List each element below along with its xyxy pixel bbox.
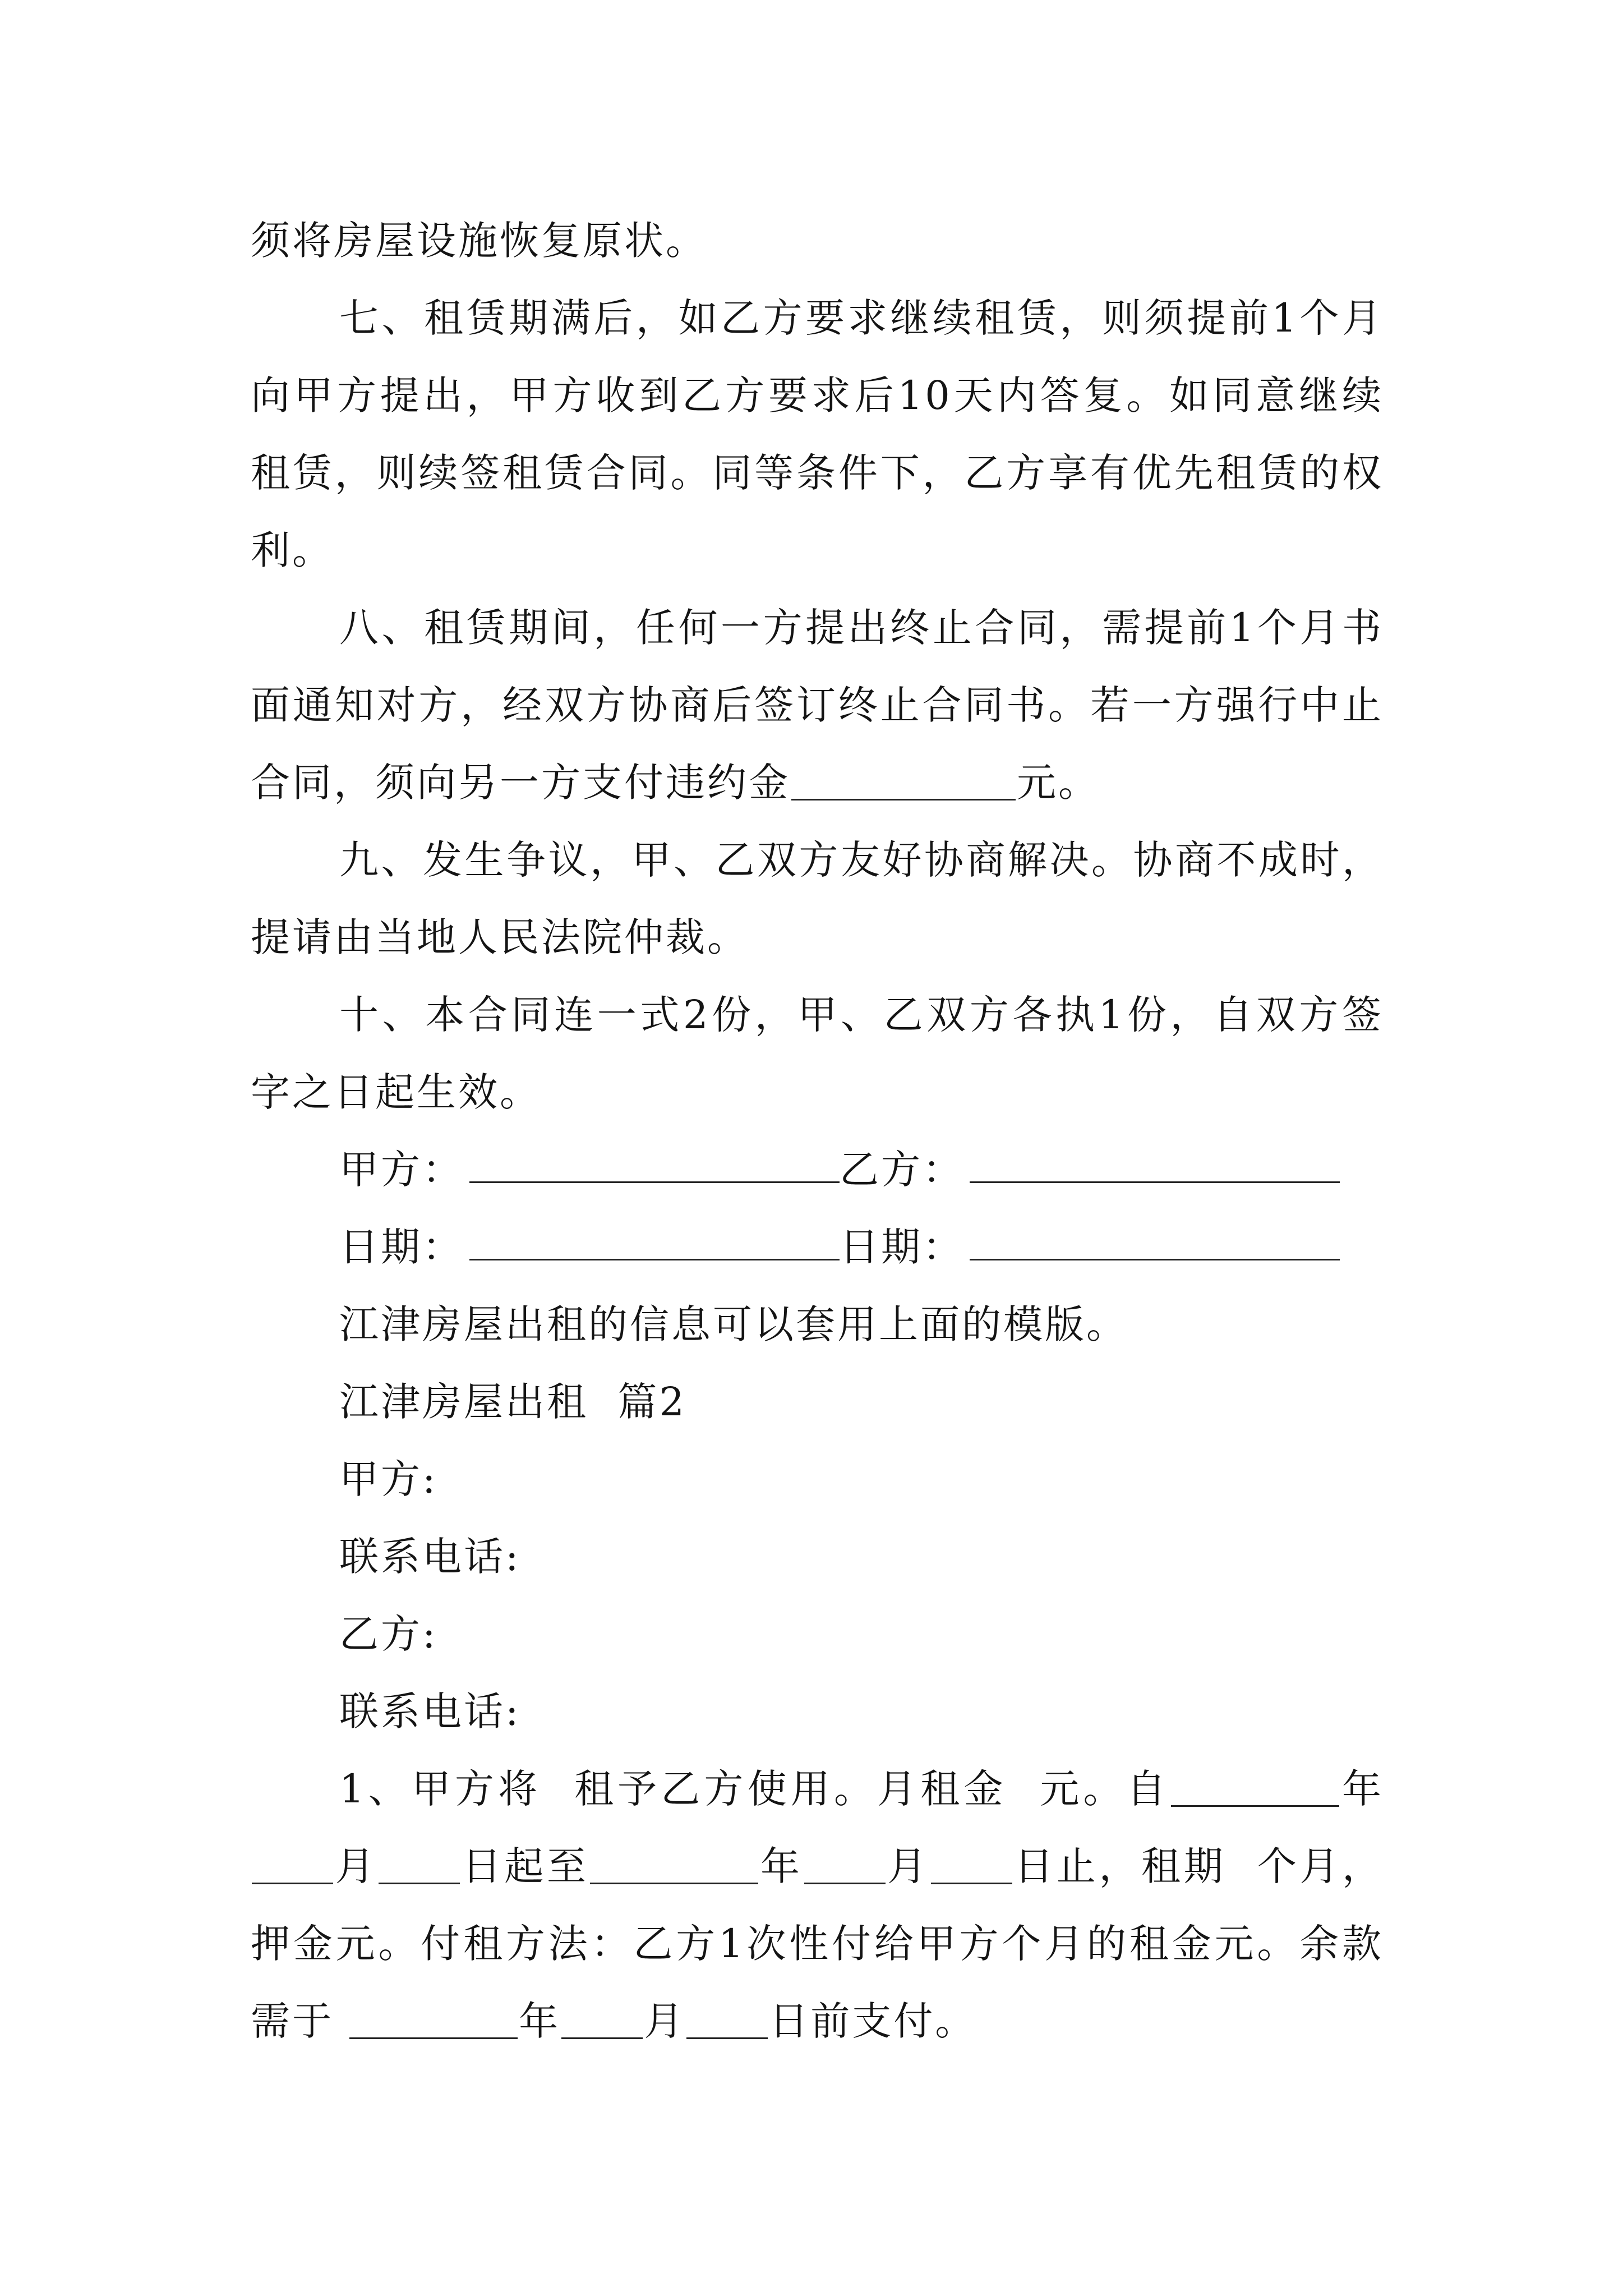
end-year-blank xyxy=(590,1846,758,1885)
party-a-label: 甲方： xyxy=(339,1147,464,1193)
section-2-party-a: 甲方: xyxy=(339,1456,438,1502)
clause-1-text-4: 日前支付。 xyxy=(769,1998,977,2044)
date-label-a: 日期： xyxy=(339,1224,464,1270)
clause-8-unit: 元。 xyxy=(1017,760,1100,806)
party-b-date xyxy=(840,1208,1340,1286)
clause-7: 七、租赁期满后，如乙方要求继续租赁，则须提前1个月向甲方提出，甲方收到乙方要求后10天内答复。如同意继续租赁，则续签租赁合同。同等条件下，乙方享有优先租赁的权利。 xyxy=(251,295,1384,573)
section-2-phone-a: 联系电话: xyxy=(339,1534,521,1580)
start-day-blank xyxy=(379,1846,460,1885)
end-day-blank xyxy=(931,1846,1012,1885)
clause-1-month-1: 月 xyxy=(334,1843,378,1889)
section-2-clause-1 xyxy=(251,1750,1384,2060)
clause-1-month-3: 月 xyxy=(644,1998,686,2044)
clause-1-text-3: 日止，租期 个月，押金元。付租方法：乙方1次性付给甲方个月的租金元。余款需于 xyxy=(251,1843,1384,2044)
clause-1-year-1: 年 xyxy=(1340,1766,1384,1812)
party-b-signature xyxy=(840,1131,1340,1208)
clause-8-text: 八、租赁期间，任何一方提出终止合同，需提前1个月书面通知对方，经双方协商后签订终止合同书。若一方强行中止合同，须向另一方支付违约金 xyxy=(251,605,1384,806)
party-a-date-blank xyxy=(469,1222,840,1261)
section-2-phone-b: 联系电话: xyxy=(339,1688,521,1734)
start-month-blank xyxy=(252,1846,333,1885)
template-note: 江津房屋出租的信息可以套用上面的模版。 xyxy=(339,1301,1128,1347)
payment-year-blank xyxy=(349,2000,518,2040)
start-year-blank xyxy=(1171,1768,1339,1807)
penalty-amount-blank xyxy=(791,762,1016,801)
clause-9: 九、发生争议，甲、乙双方友好协商解决。协商不成时，提请由当地人民法院仲裁。 xyxy=(251,837,1384,960)
clause-1-year-2: 年 xyxy=(759,1843,803,1889)
clause-1-text-2: 日起至 xyxy=(461,1843,589,1889)
document-body xyxy=(251,202,1384,2060)
party-b-label: 乙方： xyxy=(840,1147,964,1193)
clause-1-text-1: 1、甲方将 租予乙方使用。月租金 元。自 xyxy=(339,1766,1170,1812)
payment-day-blank xyxy=(686,2000,768,2040)
paragraph-continued: 须将房屋设施恢复原状。 xyxy=(251,218,707,264)
date-label-b: 日期： xyxy=(840,1224,964,1270)
party-a-signature xyxy=(339,1131,840,1208)
clause-8 xyxy=(251,589,1384,821)
end-month-blank xyxy=(804,1846,886,1885)
payment-month-blank xyxy=(561,2000,643,2040)
section-2-title: 江津房屋出租 篇2 xyxy=(339,1379,687,1425)
party-a-signature-blank xyxy=(469,1144,840,1184)
clause-1-month-2: 月 xyxy=(886,1843,930,1889)
party-b-date-blank xyxy=(970,1222,1340,1261)
clause-1-year-3: 年 xyxy=(519,1998,561,2044)
clause-10: 十、本合同连一式2份，甲、乙双方各执1份，自双方签字之日起生效。 xyxy=(251,992,1384,1115)
party-a-date xyxy=(339,1208,840,1286)
date-row xyxy=(251,1208,1384,1286)
section-2-party-b: 乙方: xyxy=(339,1611,438,1657)
signature-row xyxy=(251,1131,1384,1208)
party-b-signature-blank xyxy=(970,1144,1340,1184)
